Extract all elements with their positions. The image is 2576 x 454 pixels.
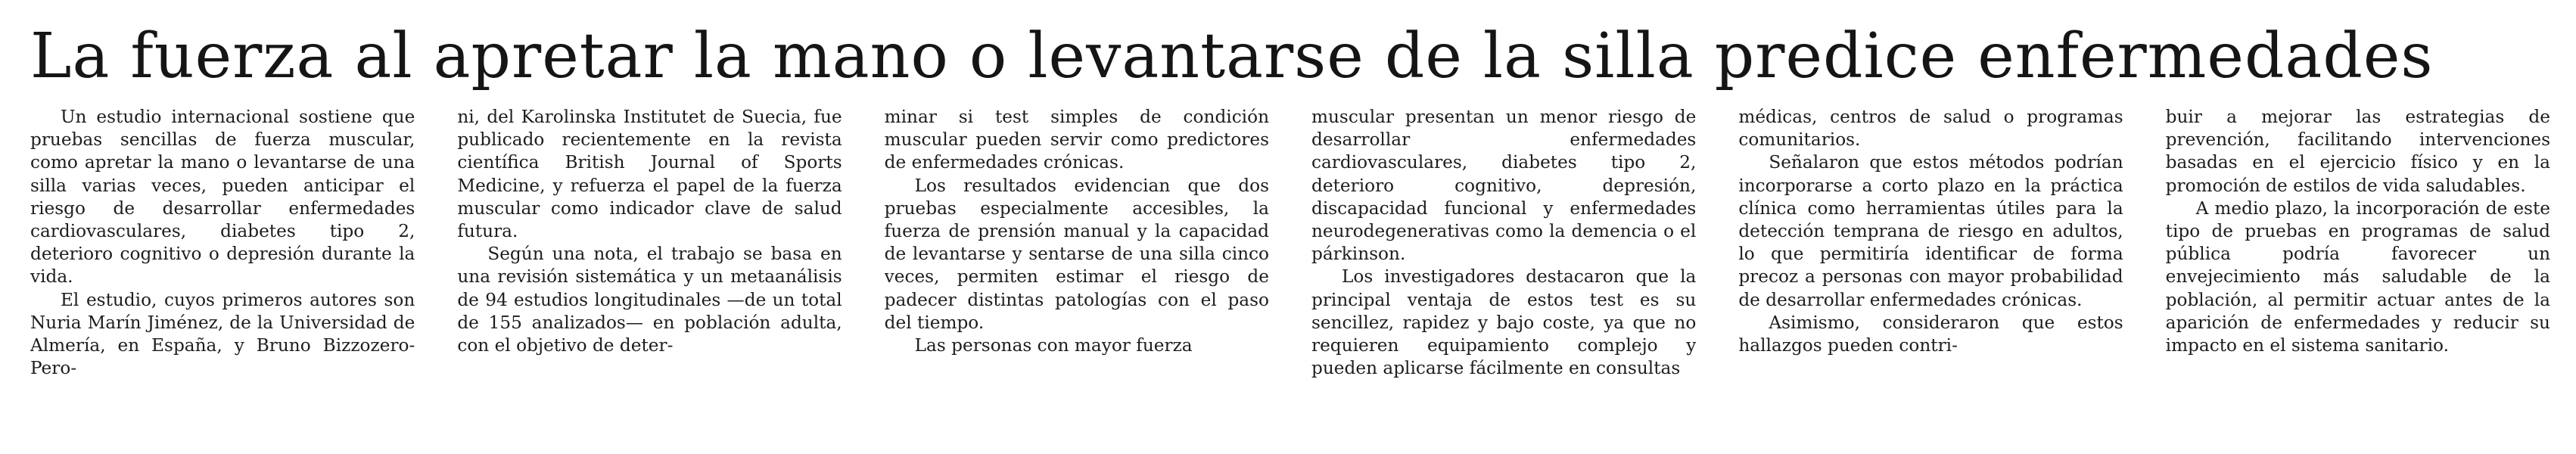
paragraph: Asimismo, consideraron que estos hallazgos pueden contri- [1738,312,2123,356]
text-column-1 [30,106,415,450]
paragraph: Las personas con mayor fuerza [914,335,1193,356]
paragraph: Señalaron que estos métodos podrían incorporarse a corto plazo en la práctica clínica como herramientas útiles para la detección temprana de riesgo en adultos, lo que permitiría identificar de forma precoz a personas con mayor probabilidad de desarrollar enfermedades crónicas. [1738,152,2123,310]
article-body [30,106,2550,450]
paragraph: Los resultados evidencian que dos pruebas especialmente accesibles, la fuerza de prensión manual y la capacidad de levantarse y sentarse de una silla cinco veces, permiten estimar el riesgo de padecer distintas patologías con el paso del tiempo. [884,175,1269,333]
paragraph: muscular presentan un menor riesgo de desarrollar enfermedades cardiovasculares, diabetes tipo 2, deterioro cognitivo, depresión, discapacidad funcional y enfermedades neurodegenerativas como la demencia o el párkinson. [1311,107,1697,265]
paragraph: minar si test simples de condición muscular pueden servir como predictores de enfermedades crónicas. [884,107,1269,173]
paragraph: ni, del Karolinska Institutet de Suecia, fue publicado recientemente en la revista científica British Journal of Sports Medicine, y refuerza el papel de la fuerza muscular como indicador clave de salud futura. [457,107,842,242]
paragraph: buir a mejorar las estrategias de prevención, facilitando intervenciones basadas en el ejercicio físico y en la promoción de estilos de vida saludables. [2165,107,2550,196]
text-column-4 [1311,106,1696,450]
paragraph: Los investigadores destacaron que la principal ventaja de estos test es su sencillez, rapidez y bajo coste, ya que no requieren equipamiento complejo y pueden aplicarse fácilmente en consultas [1311,266,1697,379]
article-headline: La fuerza al apretar la mano o levantarse de la silla predice enfermedades [30,20,2434,92]
paragraph: Según una nota, el trabajo se basa en una revisión sistemática y un metaanálisis de 94 estudios longitudinales —de un total de 155 analizados— en población adulta, con el objetivo de deter- [457,244,842,356]
text-column-2 [457,106,842,450]
paragraph: Un estudio internacional sostiene que pruebas sencillas de fuerza muscular, como apretar la mano o levantarse de una silla varias veces, pueden anticipar el riesgo de desarrollar enfermedades cardiovasculares, diabetes tipo 2, deterioro cognitivo o depresión durante la vida. [30,107,415,288]
paragraph: El estudio, cuyos primeros autores son Nuria Marín Jiménez, de la Universidad de Almería, en España, y Bruno Bizzozero-Pero- [30,289,415,379]
paragraph: A medio plazo, la incorporación de este tipo de pruebas en programas de salud pública podría favorecer un envejecimiento más saludable de la población, al permitir actuar antes de la aparición de enfermedades y reducir su impacto en el sistema sanitario. [2165,197,2550,356]
paragraph: médicas, centros de salud o programas comunitarios. [1738,107,2123,151]
text-column-5 [1738,106,2123,450]
text-column-3 [885,106,1269,450]
text-column-6 [2166,106,2550,450]
